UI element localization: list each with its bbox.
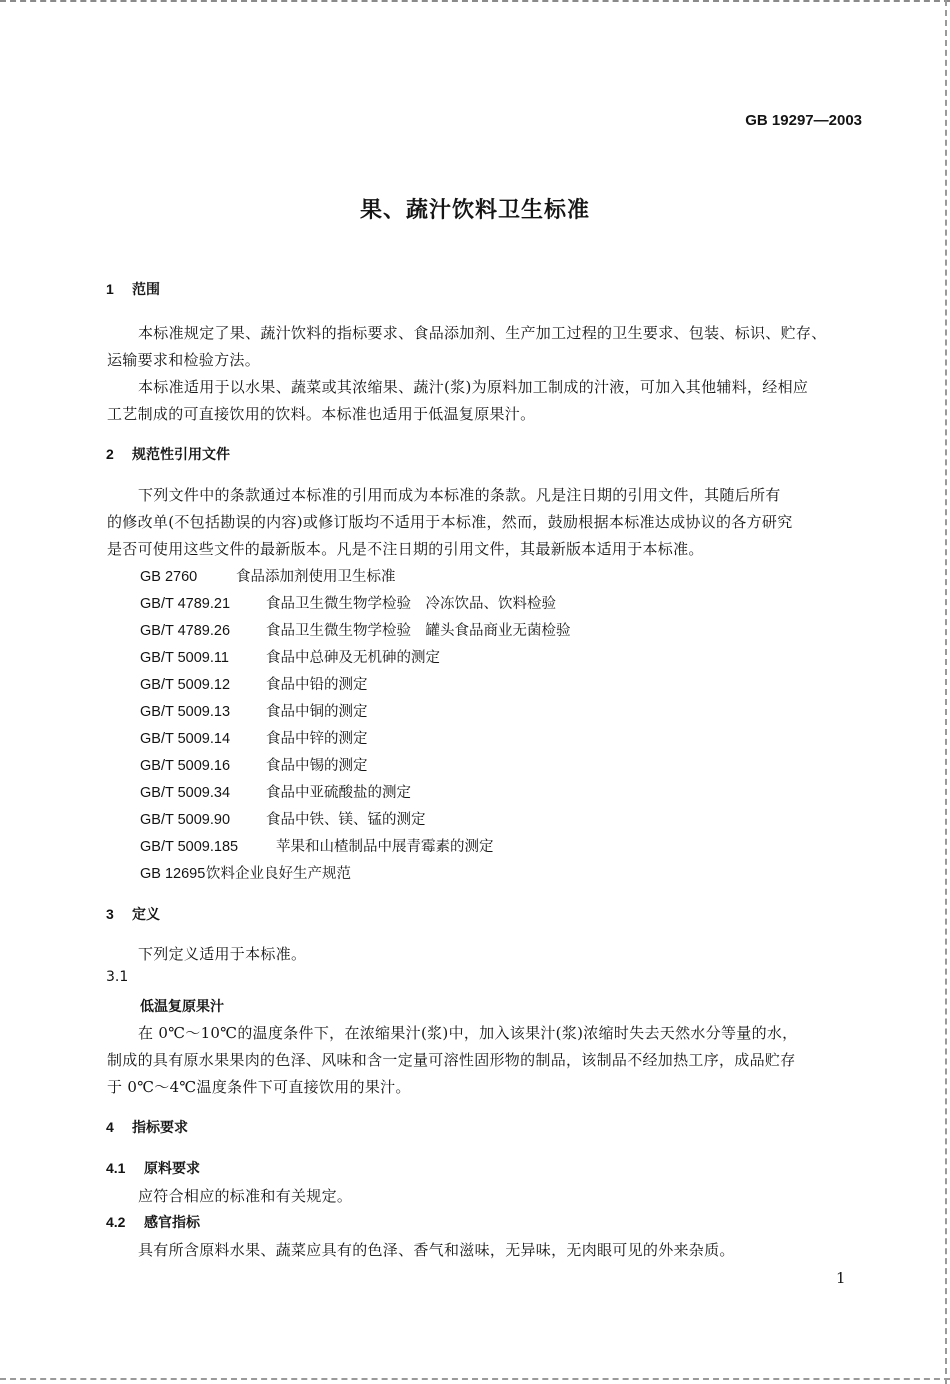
section-title: 指标要求 <box>132 1120 188 1136</box>
section-title: 规范性引用文件 <box>132 447 230 463</box>
section-4-heading <box>106 1117 188 1137</box>
paragraph-line: 的修改单(不包括勘误的内容)或修订版均不适用于本标准，然而，鼓励根据本标准达成协议的各方研究 <box>107 513 793 531</box>
reference-code: GB/T 4789.26 <box>140 623 231 639</box>
paragraph-line: 于 0℃～4℃温度条件下可直接饮用的果汁。 <box>107 1078 411 1096</box>
paragraph-line: 本标准适用于以水果、蔬菜或其浓缩果、蔬汁(浆)为原料加工制成的汁液，可加入其他辅料，经相应 <box>138 378 809 396</box>
section-1-heading <box>106 279 160 299</box>
definition-term: 低温复原果汁 <box>140 999 224 1015</box>
paragraph-line: 应符合相应的标准和有关规定。 <box>138 1187 353 1205</box>
reference-title: 食品中铜的测定 <box>266 704 368 720</box>
reference-code: GB/T 5009.13 <box>140 704 231 720</box>
paragraph-line: 下列文件中的条款通过本标准的引用而成为本标准的条款。凡是注日期的引用文件，其随后所有 <box>138 486 781 504</box>
document-title: 果、蔬汁饮料卫生标准 <box>359 198 590 223</box>
reference-item <box>140 592 556 613</box>
standard-code: GB 19297—2003 <box>745 112 862 129</box>
reference-item <box>140 565 396 586</box>
reference-item <box>140 700 368 721</box>
reference-item <box>140 727 368 748</box>
section-number: 2 <box>106 446 114 462</box>
paragraph-line: 本标准规定了果、蔬汁饮料的指标要求、食品添加剂、生产加工过程的卫生要求、包装、标识、贮存、 <box>138 324 827 342</box>
reference-code: GB/T 5009.90 <box>140 812 231 828</box>
subsection-4-2-heading <box>106 1212 200 1232</box>
reference-title: 饮料企业良好生产规范 <box>206 866 351 882</box>
reference-title: 食品中亚硫酸盐的测定 <box>266 785 411 801</box>
reference-code: GB 2760 <box>140 569 198 585</box>
subsection-number: 3.1 <box>106 969 129 985</box>
reference-item <box>140 673 368 694</box>
reference-title: 食品卫生微生物学检验 冷冻饮品、饮料检验 <box>266 596 556 612</box>
reference-title: 苹果和山楂制品中展青霉素的测定 <box>276 839 494 855</box>
reference-code: GB/T 5009.185 <box>140 839 239 855</box>
subsection-number: 4.1 <box>106 1160 126 1176</box>
section-2-heading <box>106 444 230 464</box>
section-title: 定义 <box>132 907 160 923</box>
section-number: 3 <box>106 906 114 922</box>
paragraph-line: 运输要求和检验方法。 <box>107 351 261 369</box>
reference-item <box>140 781 411 802</box>
reference-title: 食品中总砷及无机砷的测定 <box>266 650 440 666</box>
scan-border-bottom <box>0 1378 950 1380</box>
reference-code: GB/T 5009.34 <box>140 785 231 801</box>
subsection-number: 4.2 <box>106 1214 126 1230</box>
reference-title: 食品卫生微生物学检验 罐头食品商业无菌检验 <box>266 623 571 639</box>
reference-item <box>140 754 368 775</box>
subsection-title: 感官指标 <box>144 1215 200 1231</box>
reference-item <box>140 862 351 883</box>
reference-code: GB/T 5009.16 <box>140 758 231 774</box>
subsection-title: 原料要求 <box>144 1161 200 1177</box>
page-number: 1 <box>836 1269 846 1287</box>
reference-title: 食品中锡的测定 <box>266 758 368 774</box>
subsection-4-1-heading <box>106 1158 200 1178</box>
scan-border-top <box>0 0 950 2</box>
paragraph-line: 工艺制成的可直接饮用的饮料。本标准也适用于低温复原果汁。 <box>107 405 536 423</box>
reference-title: 食品中铅的测定 <box>266 677 368 693</box>
paragraph-line: 是否可使用这些文件的最新版本。凡是不注日期的引用文件，其最新版本适用于本标准。 <box>107 540 704 558</box>
paragraph-line: 具有所含原料水果、蔬菜应具有的色泽、香气和滋味，无异味，无肉眼可见的外来杂质。 <box>138 1241 735 1259</box>
section-title: 范围 <box>132 282 160 298</box>
section-number: 4 <box>106 1119 114 1135</box>
reference-title: 食品中铁、镁、锰的测定 <box>266 812 426 828</box>
paragraph-line: 制成的具有原水果果肉的色泽、风味和含一定量可溶性固形物的制品，该制品不经加热工序，成品贮存 <box>107 1051 796 1069</box>
reference-item <box>140 619 571 640</box>
reference-code: GB 12695 <box>140 866 206 882</box>
reference-title: 食品中锌的测定 <box>266 731 368 747</box>
paragraph-line: 在 0℃～10℃的温度条件下，在浓缩果汁(浆)中，加入该果汁(浆)浓缩时失去天然水分等量的水， <box>138 1024 798 1042</box>
reference-code: GB/T 5009.12 <box>140 677 231 693</box>
paragraph-line: 下列定义适用于本标准。 <box>138 945 307 963</box>
reference-item <box>140 808 426 829</box>
reference-code: GB/T 4789.21 <box>140 596 231 612</box>
reference-code: GB/T 5009.14 <box>140 731 231 747</box>
reference-title: 食品添加剂使用卫生标准 <box>236 569 396 585</box>
reference-code: GB/T 5009.11 <box>140 650 229 666</box>
section-3-heading <box>106 904 160 924</box>
reference-item <box>140 835 494 856</box>
section-number: 1 <box>106 281 114 297</box>
reference-item <box>140 646 440 667</box>
